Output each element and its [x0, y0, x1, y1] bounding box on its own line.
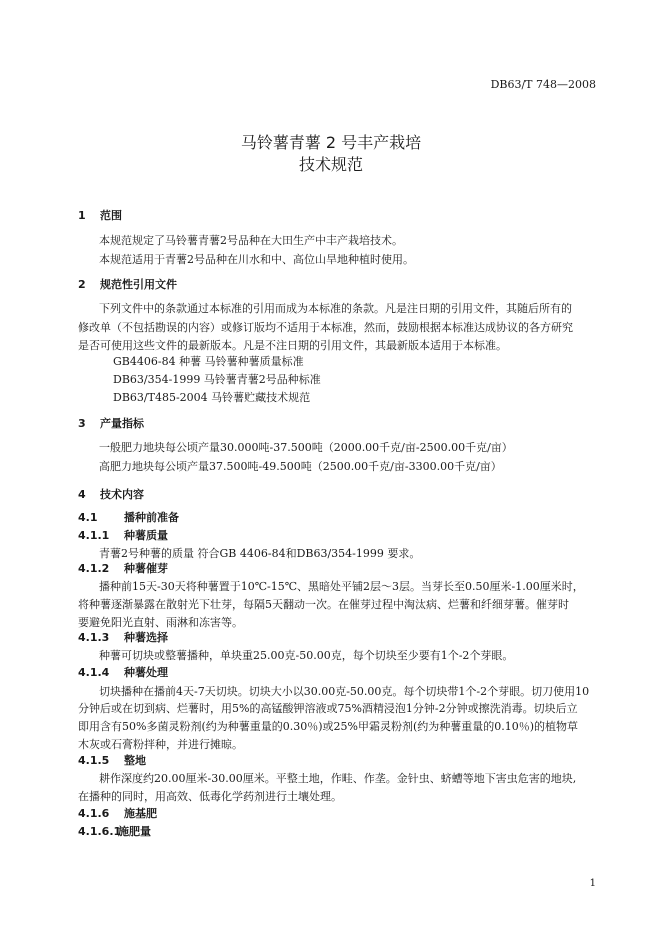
paragraph: 高肥力地块每公顷产量37.500吨-49.500吨（2500.00千克/亩-3300.00千克/亩） [99, 460, 502, 473]
section-4-heading [78, 486, 144, 502]
paragraph-line: 耕作深度约20.00厘米-30.00厘米。平整土地，作畦、作垄。金针虫、蛴螬等地下害虫危害的地块, [99, 772, 577, 785]
standard-number: DB63/T 748—2008 [490, 78, 596, 91]
section-title: 播种前准备 [124, 511, 179, 524]
subsection-4-1-3-heading [78, 629, 168, 645]
section-number: 1 [78, 209, 86, 222]
section-title: 种薯质量 [124, 529, 168, 542]
section-number: 3 [78, 417, 86, 430]
section-number: 4.1.5 [78, 754, 110, 767]
subsection-4-1-2-heading [78, 560, 168, 576]
paragraph: 种薯可切块或整薯播种，单块重25.00克-50.00克，每个切块至少要有1个-2个芽眼。 [99, 649, 514, 662]
subsection-4-1-5-heading [78, 752, 146, 768]
subsection-4-1-1-heading [78, 527, 168, 543]
section-3-heading [78, 415, 144, 431]
paragraph-line: 木灰或石膏粉拌种，并进行摊晾。 [78, 738, 243, 751]
reference-item: DB63/354-1999 马铃薯青薯2号品种标准 [113, 373, 321, 386]
section-number: 2 [78, 278, 86, 291]
section-number: 4.1.6 [78, 807, 110, 820]
section-number: 4.1.1 [78, 529, 110, 542]
page-number: 1 [589, 878, 596, 889]
subsection-4-1-heading [78, 509, 179, 525]
paragraph: 一般肥力地块每公顷产量30.000吨-37.500吨（2000.00千克/亩-2500.00千克/亩） [99, 441, 513, 454]
section-title: 种薯催芽 [124, 562, 168, 575]
paragraph-line: 将种薯逐渐暴露在散射光下壮芽，每隔5天翻动一次。在催芽过程中淘汰病、烂薯和纤细芽薯。催芽时 [78, 598, 569, 611]
paragraph-line: 分钟后或在切到病、烂薯时，用5%的高锰酸钾溶液或75%酒精浸泡1分钟-2分钟或擦洗消毒。切块后立 [78, 702, 578, 715]
document-title: 马铃薯青薯 2 号丰产栽培 [240, 133, 422, 152]
section-title: 范围 [100, 209, 122, 222]
reference-item: DB63/T485-2004 马铃薯贮藏技术规范 [113, 391, 311, 404]
section-2-heading [78, 276, 177, 292]
paragraph-line: 在播种的同时，用高效、低毒化学药剂进行土壤处理。 [78, 790, 342, 803]
paragraph-line: 修改单（不包括勘误的内容）或修订版均不适用于本标准，然而，鼓励根据本标准达成协议的各方研究 [78, 321, 573, 334]
section-number: 4.1.3 [78, 631, 110, 644]
paragraph-line: 即用含有50%多菌灵粉剂(约为种薯重量的0.30％)或25%甲霜灵粉剂(约为种薯重量的0.10％)的植物草 [78, 720, 579, 733]
paragraph-line: 是否可使用这些文件的最新版本。凡是不注日期的引用文件，其最新版本适用于本标准。 [78, 339, 507, 352]
subsection-4-1-6-1-heading [78, 823, 151, 839]
section-number: 4.1.6.1 [78, 825, 122, 838]
section-title: 施肥量 [118, 825, 151, 838]
paragraph-line: 切块播种在播前4天-7天切块。切块大小以30.00克-50.00克。每个切块带1个-2个芽眼。切刀使用10 [99, 685, 590, 698]
section-title: 规范性引用文件 [100, 278, 177, 291]
section-title: 整地 [124, 754, 146, 767]
paragraph: 青薯2号种薯的质量 符合GB 4406-84和DB63/354-1999 要求。 [99, 547, 421, 560]
subsection-4-1-6-heading [78, 805, 157, 821]
section-number: 4 [78, 488, 86, 501]
section-title: 种薯选择 [124, 631, 168, 644]
paragraph-line: 播种前15天-30天将种薯置于10℃-15℃、黑暗处平铺2层～3层。当芽长至0.50厘米-1.00厘米时， [99, 580, 584, 593]
section-title: 产量指标 [100, 417, 144, 430]
subsection-4-1-4-heading [78, 664, 168, 680]
paragraph: 本规范规定了马铃薯青薯2号品种在大田生产中丰产栽培技术。 [99, 234, 403, 247]
paragraph-line: 下列文件中的条款通过本标准的引用而成为本标准的条款。凡是注日期的引用文件，其随后所有的 [99, 302, 572, 315]
section-title: 种薯处理 [124, 666, 168, 679]
section-number: 4.1.2 [78, 562, 110, 575]
document-subtitle: 技术规范 [298, 155, 363, 174]
reference-item: GB4406-84 种薯 马铃薯种薯质量标准 [113, 355, 304, 368]
section-title: 技术内容 [100, 488, 144, 501]
section-title: 施基肥 [124, 807, 157, 820]
paragraph: 本规范适用于青薯2号品种在川水和中、高位山旱地种植时使用。 [99, 253, 414, 266]
section-1-heading [78, 207, 122, 223]
section-number: 4.1.4 [78, 666, 110, 679]
section-number: 4.1 [78, 511, 98, 524]
paragraph-line: 要避免阳光直射、雨淋和冻害等。 [78, 616, 243, 629]
